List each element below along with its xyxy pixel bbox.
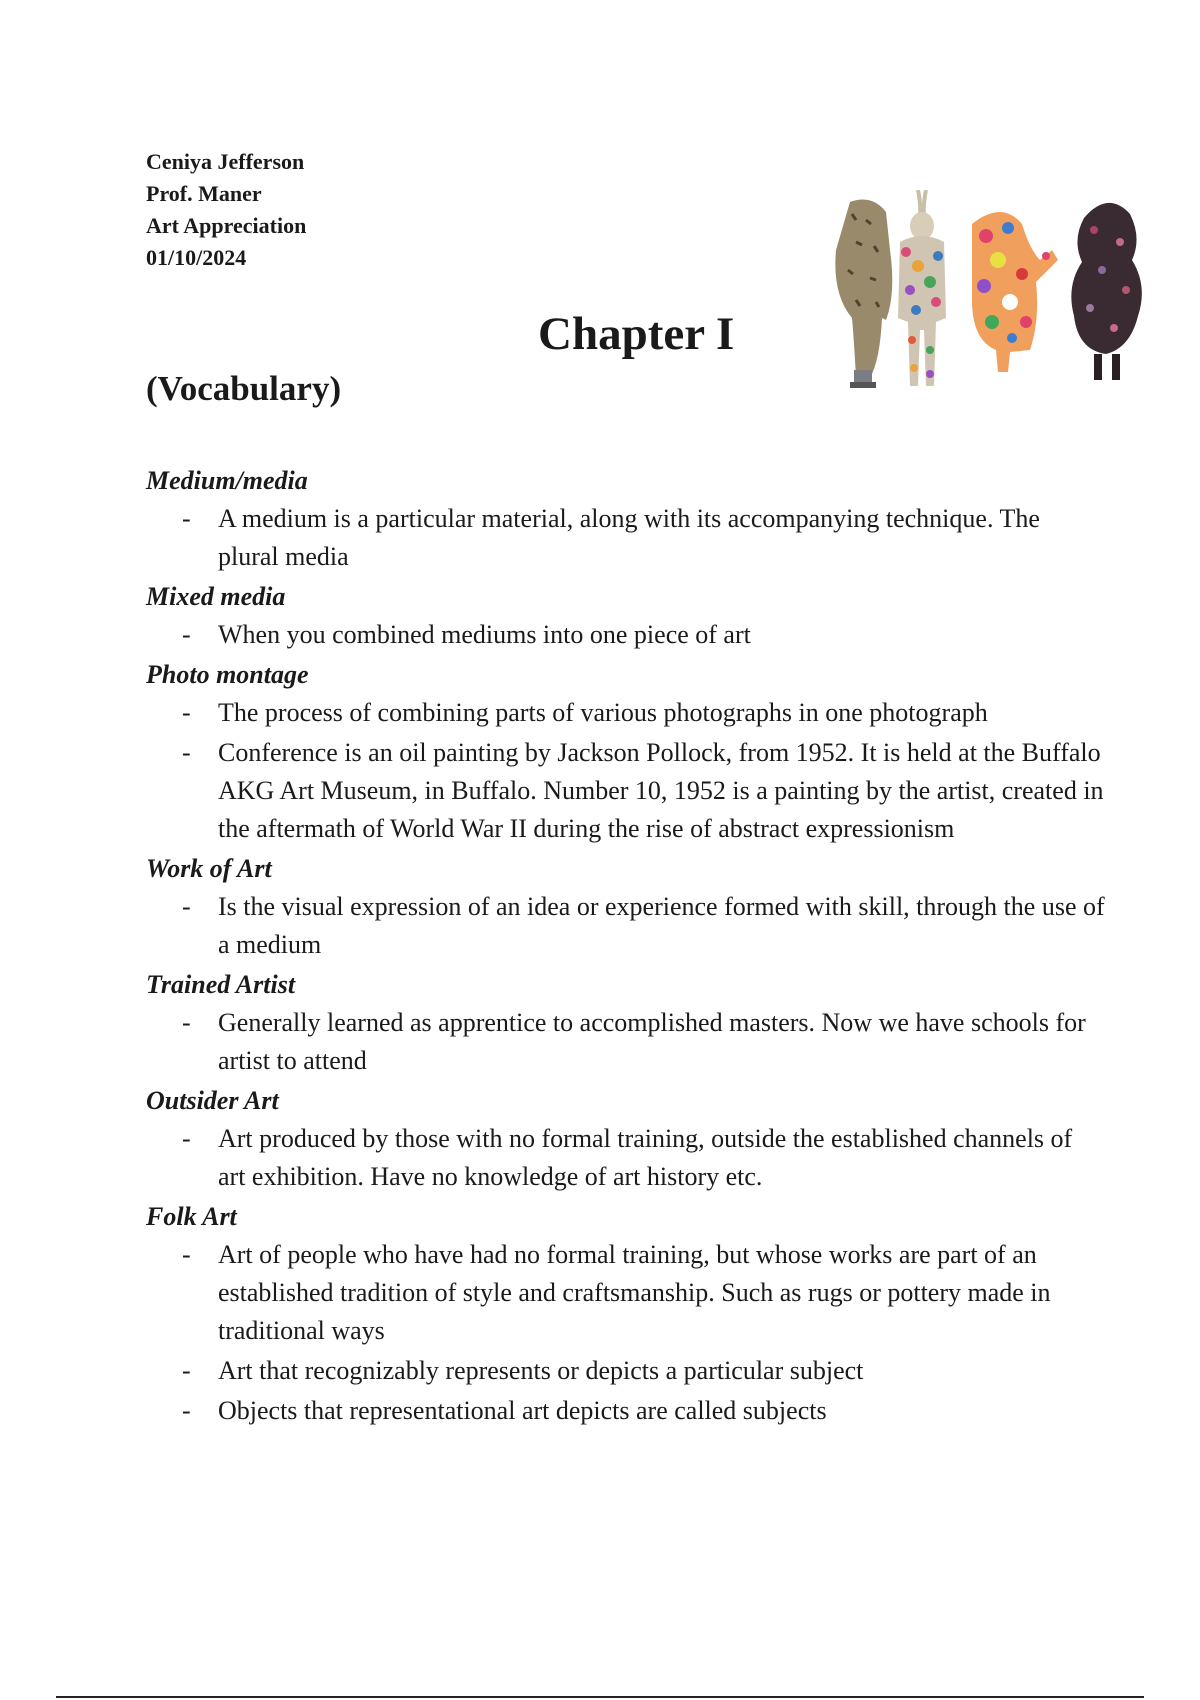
definition-list (146, 1236, 1106, 1430)
definition-text: Generally learned as apprentice to accomplished masters. Now we have schools for artist to attend (218, 1008, 1086, 1075)
bullet-dash: - (182, 1356, 191, 1385)
definition-text: The process of combining parts of various photographs in one photograph (218, 698, 988, 727)
student-name: Ceniya Jefferson (146, 149, 305, 174)
bullet-dash: - (182, 1240, 191, 1269)
definition-list (146, 500, 1106, 576)
document-date: 01/10/2024 (146, 245, 247, 270)
definition-item (146, 1392, 1106, 1430)
definition-list (146, 616, 1106, 654)
footer-divider (56, 1696, 1144, 1698)
bullet-dash: - (182, 504, 191, 533)
definition-text: When you combined mediums into one piece of art (218, 620, 751, 649)
definition-item (146, 616, 1106, 654)
figure-three (972, 212, 1058, 372)
vocab-term: Mixed media (146, 582, 286, 611)
definition-text: Art of people who have had no formal training, but whose works are part of an established tradition of style and craftsmanship. Such as rugs or pottery made in traditional ways (218, 1240, 1051, 1345)
bullet-dash: - (182, 1008, 191, 1037)
professor-name: Prof. Maner (146, 181, 262, 206)
definition-item (146, 1352, 1106, 1390)
definition-item (146, 734, 1106, 848)
figure-two (898, 190, 946, 386)
course-name: Art Appreciation (146, 213, 307, 238)
definition-text: Objects that representational art depicts are called subjects (218, 1396, 827, 1425)
definition-item (146, 694, 1106, 732)
definition-text: Conference is an oil painting by Jackson Pollock, from 1952. It is held at the Buffalo AKG Art Museum, in Buffalo. Number 10, 1952 is a painting by the artist, created in the aftermath of World War II during the rise of abstract expressionism (218, 738, 1104, 843)
vocabulary-subtitle: (Vocabulary) (146, 369, 342, 408)
definition-item (146, 1236, 1106, 1350)
definition-item (146, 500, 1106, 576)
chapter-title: Chapter I (538, 308, 735, 360)
definition-text: Is the visual expression of an idea or experience formed with skill, through the use of a medium (218, 892, 1105, 959)
vocab-term: Photo montage (146, 660, 309, 689)
definition-list (146, 1120, 1106, 1196)
definition-text: Art that recognizably represents or depicts a particular subject (218, 1356, 864, 1385)
definition-list (146, 1004, 1106, 1080)
document-header (146, 146, 306, 274)
vocab-term: Medium/media (146, 466, 308, 495)
soundsuit-figures-image (826, 190, 1156, 402)
definition-text: A medium is a particular material, along with its accompanying technique. The plural media (218, 504, 1040, 571)
figure-one (835, 200, 892, 388)
bullet-dash: - (182, 620, 191, 649)
bullet-dash: - (182, 738, 191, 767)
definition-item (146, 1004, 1106, 1080)
bullet-dash: - (182, 698, 191, 727)
bullet-dash: - (182, 1124, 191, 1153)
vocabulary-list (146, 462, 1106, 1432)
definition-item (146, 888, 1106, 964)
vocab-term: Trained Artist (146, 970, 296, 999)
vocab-term: Work of Art (146, 854, 272, 883)
vocab-term: Folk Art (146, 1202, 237, 1231)
definition-item (146, 1120, 1106, 1196)
bullet-dash: - (182, 892, 191, 921)
vocab-term: Outsider Art (146, 1086, 279, 1115)
bullet-dash: - (182, 1396, 191, 1425)
definition-list (146, 888, 1106, 964)
definition-list (146, 694, 1106, 848)
definition-text: Art produced by those with no formal training, outside the established channels of art exhibition. Have no knowledge of art history etc. (218, 1124, 1073, 1191)
figure-four (1071, 203, 1142, 380)
